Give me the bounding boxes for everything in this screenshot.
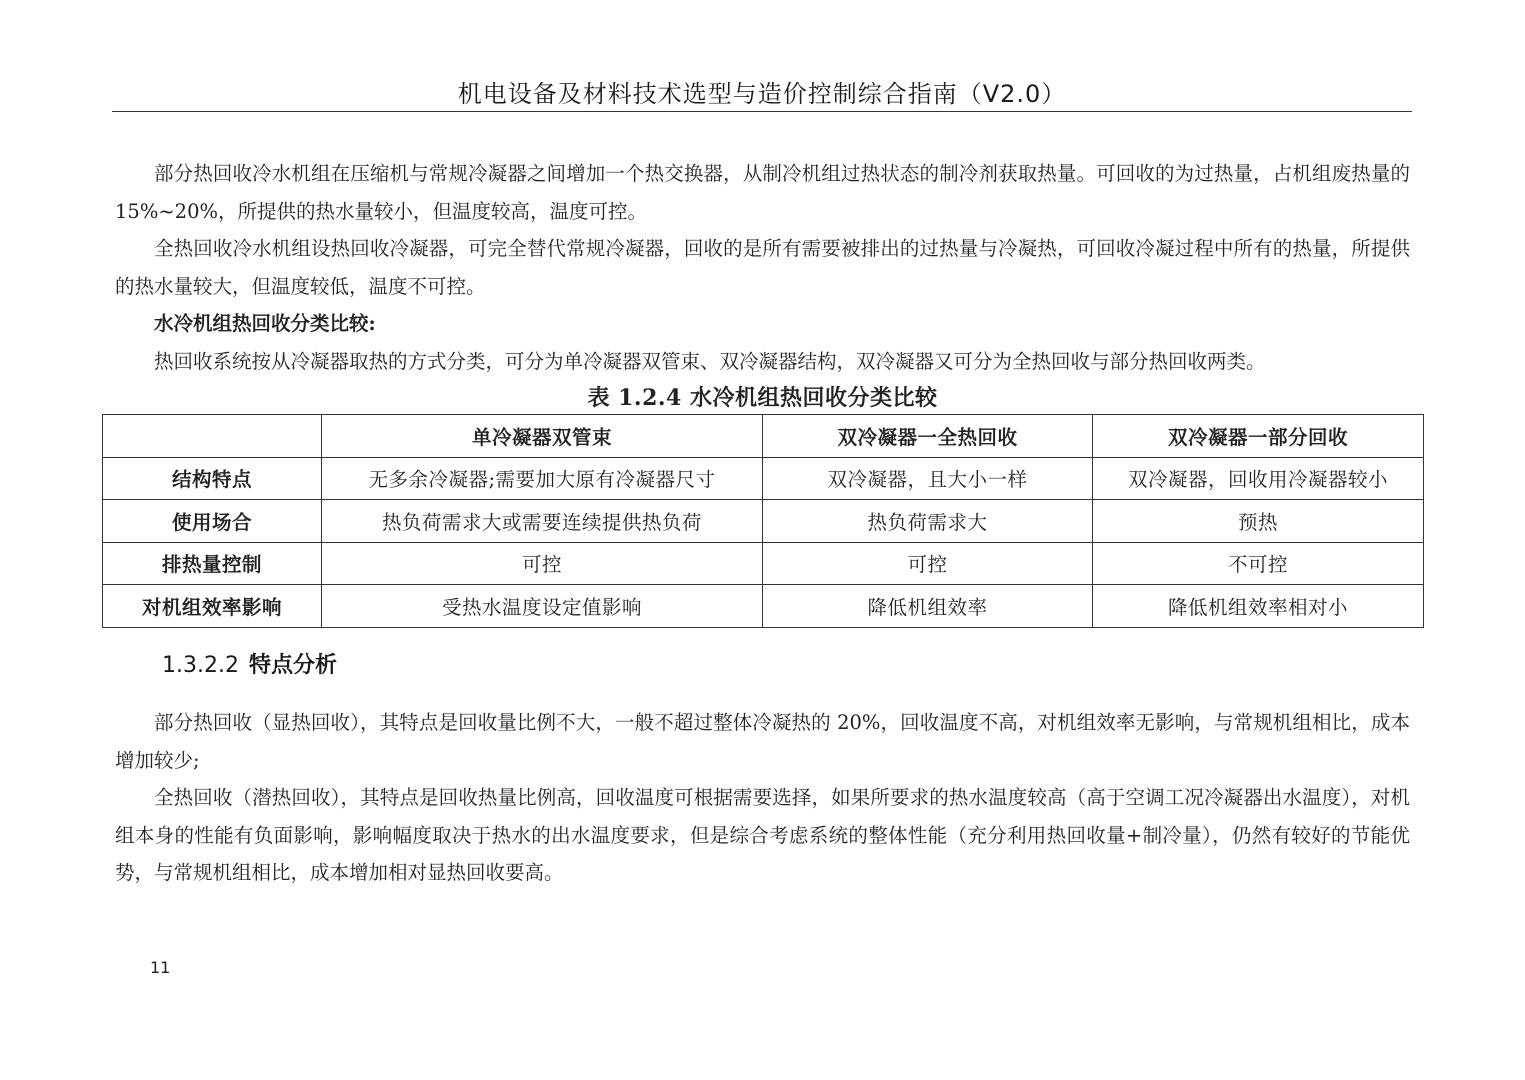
header-divider <box>112 111 1412 112</box>
table-cell: 双冷凝器，回收用冷凝器较小 <box>1093 457 1424 500</box>
classification-subheading: 水冷机组热回收分类比较: <box>154 312 376 335</box>
intro-paragraph-partial-recovery: 部分热回收冷水机组在压缩机与常规冷凝器之间增加一个热交换器，从制冷机组过热状态的制冷剂获取热量。可回收的为过热量，占机组废热量的15%~20%，所提供的热水量较小，但温度较高，温度可控。 <box>115 162 1410 223</box>
table-row <box>103 542 1424 585</box>
table-cell: 热负荷需求大 <box>763 500 1093 543</box>
table-cell: 不可控 <box>1093 542 1424 585</box>
analysis-paragraph-sensible: 部分热回收（显热回收），其特点是回收量比例不大，一般不超过整体冷凝热的 20%，回收温度不高，对机组效率无影响，与常规机组相比，成本增加较少; <box>115 711 1410 772</box>
table-caption: 表 1.2.4 水冷机组热回收分类比较 <box>587 385 938 411</box>
table-header-cell: 双冷凝器一全热回收 <box>763 415 1093 458</box>
table-row-label: 使用场合 <box>103 500 322 543</box>
table-header-cell: 双冷凝器一部分回收 <box>1093 415 1424 458</box>
table-cell: 可控 <box>322 542 763 585</box>
table-cell: 降低机组效率 <box>763 585 1093 628</box>
table-cell: 预热 <box>1093 500 1424 543</box>
table-row-label: 排热量控制 <box>103 542 322 585</box>
table-cell: 受热水温度设定值影响 <box>322 585 763 628</box>
table-header-cell <box>103 415 322 458</box>
section-number: 1.3.2.2 <box>162 653 239 678</box>
table-row-label: 结构特点 <box>103 457 322 500</box>
document-header-title: 机电设备及材料技术选型与造价控制综合指南（V2.0） <box>457 80 1067 108</box>
table-header-row <box>103 415 1424 458</box>
analysis-section <box>115 704 1410 892</box>
table-cell: 双冷凝器，且大小一样 <box>763 457 1093 500</box>
table-row-label: 对机组效率影响 <box>103 585 322 628</box>
page-number: 11 <box>150 958 171 977</box>
table-cell: 热负荷需求大或需要连续提供热负荷 <box>322 500 763 543</box>
intro-section <box>115 155 1410 380</box>
comparison-table <box>102 414 1424 628</box>
table-header-cell: 单冷凝器双管束 <box>322 415 763 458</box>
analysis-paragraph-latent: 全热回收（潜热回收），其特点是回收热量比例高，回收温度可根据需要选择，如果所要求的热水温度较高（高于空调工况冷凝器出水温度），对机组本身的性能有负面影响，影响幅度取决于热水的出水温度要求，但是综合考虑系统的整体性能（充分利用热回收量+制冷量），仍然有较好的节能优势，与常规机组相比，成本增加相对显热回收要高。 <box>115 786 1410 884</box>
intro-paragraph-classification: 热回收系统按从冷凝器取热的方式分类，可分为单冷凝器双管束、双冷凝器结构，双冷凝器又可分为全热回收与部分热回收两类。 <box>154 349 1266 373</box>
table-row <box>103 500 1424 543</box>
section-heading <box>162 648 337 679</box>
table-row <box>103 457 1424 500</box>
table-cell: 无多余冷凝器;需要加大原有冷凝器尺寸 <box>322 457 763 500</box>
section-title: 特点分析 <box>248 652 337 678</box>
table-row <box>103 585 1424 628</box>
table-cell: 可控 <box>763 542 1093 585</box>
table-cell: 降低机组效率相对小 <box>1093 585 1424 628</box>
intro-paragraph-full-recovery: 全热回收冷水机组设热回收冷凝器，可完全替代常规冷凝器，回收的是所有需要被排出的过热量与冷凝热，可回收冷凝过程中所有的热量，所提供的热水量较大，但温度较低，温度不可控。 <box>115 237 1410 298</box>
